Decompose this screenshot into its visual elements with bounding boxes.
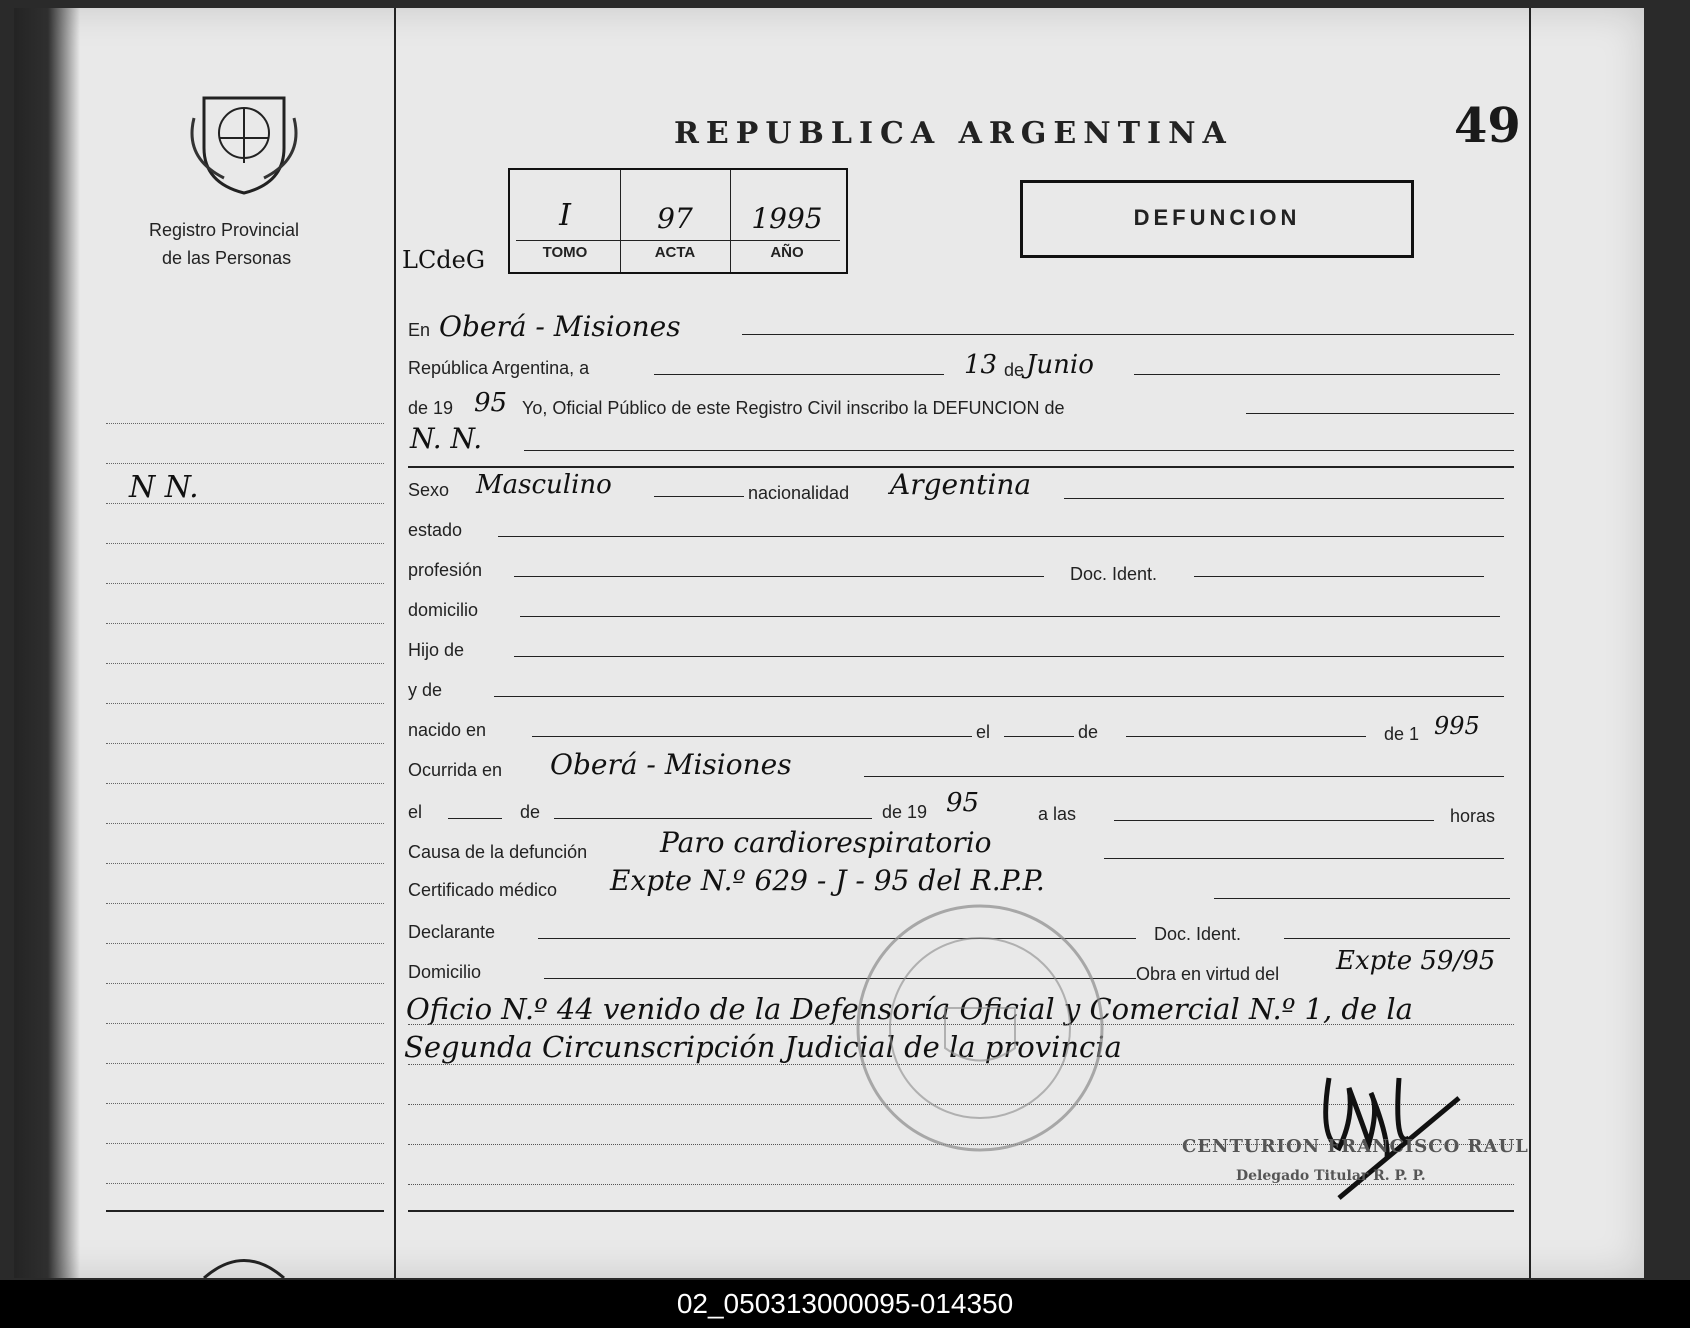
anio-label: AÑO bbox=[770, 244, 804, 261]
page-number: 49 bbox=[1454, 98, 1521, 154]
field-line bbox=[1114, 820, 1434, 821]
field-line bbox=[864, 776, 1504, 777]
profesion-label: profesión bbox=[408, 560, 483, 580]
acta-value: 97 bbox=[657, 202, 693, 235]
stub-line bbox=[106, 1143, 384, 1144]
stub-line bbox=[106, 583, 384, 584]
stub-line bbox=[106, 823, 384, 824]
yde-label: y de bbox=[408, 680, 443, 700]
field-line bbox=[514, 576, 1044, 577]
field-line bbox=[514, 656, 1504, 657]
field-line bbox=[1284, 938, 1510, 939]
obra-label: Obra en virtud del bbox=[1136, 964, 1280, 984]
ocurrida-year-value: 95 bbox=[946, 788, 980, 818]
field-line bbox=[554, 818, 872, 819]
field-line bbox=[1246, 413, 1514, 414]
field-line bbox=[1064, 498, 1504, 499]
certificado-label: Certificado médico bbox=[408, 880, 558, 900]
stub-line bbox=[106, 943, 384, 944]
stub-line bbox=[106, 463, 384, 464]
year-value: 95 bbox=[474, 388, 508, 418]
official-stamp-icon bbox=[850, 898, 1110, 1158]
estado-label: estado bbox=[408, 520, 463, 540]
ocurrida-de19-label: de 19 bbox=[882, 802, 928, 822]
sexo-value: Masculino bbox=[476, 470, 612, 500]
nacionalidad-label: nacionalidad bbox=[748, 483, 850, 503]
stub-line bbox=[106, 743, 384, 744]
causa-value: Paro cardiorespiratorio bbox=[660, 826, 992, 859]
field-line bbox=[494, 696, 1504, 697]
registration-box bbox=[508, 168, 848, 274]
field-line bbox=[520, 616, 1500, 617]
bottom-rule bbox=[408, 1210, 1514, 1212]
signatory-name: CENTURION FRANCISCO RAUL bbox=[1182, 1136, 1529, 1157]
doc-ident-label: Doc. Ident. bbox=[1070, 564, 1158, 584]
de-label: de bbox=[1004, 360, 1025, 380]
nacido-de1-label: de 1 bbox=[1384, 724, 1420, 744]
obra-value: Expte 59/95 bbox=[1336, 946, 1496, 976]
stub-line bbox=[106, 1103, 384, 1104]
stub-bottom-rule bbox=[106, 1210, 384, 1212]
stub-line bbox=[106, 703, 384, 704]
nacido-de-label: de bbox=[1078, 722, 1099, 742]
stub-line bbox=[106, 783, 384, 784]
nacido-label: nacido en bbox=[408, 720, 487, 740]
field-line bbox=[448, 818, 502, 819]
stub-line bbox=[106, 423, 384, 424]
field-line bbox=[1214, 898, 1510, 899]
stub-column bbox=[14, 8, 396, 1278]
horas-label: horas bbox=[1450, 806, 1496, 826]
name-value: N. N. bbox=[410, 422, 483, 455]
stub-line bbox=[106, 623, 384, 624]
registry-name-line1: Registro Provincial bbox=[149, 220, 300, 240]
field-line bbox=[1004, 736, 1074, 737]
field-line bbox=[1194, 576, 1484, 577]
stub-divider bbox=[394, 8, 396, 1278]
alas-label: a las bbox=[1038, 804, 1077, 824]
field-line bbox=[524, 450, 1514, 451]
nacido-year-value: 995 bbox=[1434, 712, 1480, 740]
stub-line bbox=[106, 983, 384, 984]
en-value: Oberá - Misiones bbox=[439, 310, 681, 343]
month-value: Junio bbox=[1026, 350, 1094, 380]
stub-line bbox=[106, 503, 384, 504]
stub-line bbox=[106, 1183, 384, 1184]
tomo-value: I bbox=[559, 198, 571, 233]
signature-icon bbox=[1309, 1058, 1469, 1208]
acta-label: ACTA bbox=[654, 244, 696, 261]
stub-margin-name: N N. bbox=[129, 470, 199, 505]
country-heading: REPUBLICA ARGENTINA bbox=[674, 116, 1233, 151]
en-label: En bbox=[408, 320, 431, 340]
field-line bbox=[1134, 374, 1500, 375]
de19-label: de 19 bbox=[408, 398, 454, 418]
field-line bbox=[1104, 858, 1504, 859]
right-margin-rule bbox=[1529, 8, 1531, 1278]
field-line bbox=[654, 496, 744, 497]
file-id: 02_050313000095-014350 bbox=[676, 1288, 1014, 1319]
record-type-box bbox=[1020, 180, 1414, 258]
registry-seal-icon bbox=[184, 78, 304, 198]
observations-line-2: Segunda Circunscripción Judicial de la provincia bbox=[404, 1030, 1122, 1064]
yo-text: Yo, Oficial Público de este Registro Civil inscribo la DEFUNCION de bbox=[522, 398, 1065, 418]
certificado-value: Expte N.º 629 - J - 95 del R.P.P. bbox=[610, 864, 1045, 897]
registry-name-line2: de las Personas bbox=[162, 248, 292, 268]
stub-seal-icon bbox=[199, 1248, 289, 1278]
stub-line bbox=[106, 863, 384, 864]
declarante-label: Declarante bbox=[408, 922, 496, 942]
stub-line bbox=[106, 1063, 384, 1064]
stub-line bbox=[106, 663, 384, 664]
causa-label: Causa de la defunción bbox=[408, 842, 588, 862]
field-line bbox=[1126, 736, 1366, 737]
field-line bbox=[532, 736, 972, 737]
tomo-label: TOMO bbox=[542, 244, 588, 261]
stub-line bbox=[106, 903, 384, 904]
domicilio-label: domicilio bbox=[408, 600, 479, 620]
republica-label: República Argentina, a bbox=[408, 358, 590, 378]
nacionalidad-value: Argentina bbox=[890, 468, 1032, 501]
record-type: DEFUNCION bbox=[1133, 205, 1301, 230]
file-id-bar bbox=[0, 1280, 1690, 1328]
book-code: LCdeG bbox=[402, 246, 486, 274]
ocurrida-label: Ocurrida en bbox=[408, 760, 503, 780]
ocurrida-value: Oberá - Misiones bbox=[550, 748, 792, 781]
day-value: 13 bbox=[964, 350, 998, 380]
stub-line bbox=[106, 1023, 384, 1024]
stub-line bbox=[106, 543, 384, 544]
field-line bbox=[742, 334, 1514, 335]
ocurrida-de-label: de bbox=[520, 802, 541, 822]
field-line bbox=[654, 374, 944, 375]
domicilio2-label: Domicilio bbox=[408, 962, 482, 982]
signatory-title: Delegado Titular R. P. P. bbox=[1236, 1168, 1426, 1184]
ocurrida-el-label: el bbox=[408, 802, 423, 822]
anio-value: 1995 bbox=[751, 202, 823, 235]
doc-ident-label-2: Doc. Ident. bbox=[1154, 924, 1242, 944]
certificate-page bbox=[14, 8, 1644, 1278]
nacido-el-label: el bbox=[976, 722, 991, 742]
observations-line-1: Oficio N.º 44 venido de la Defensoría Oficial y Comercial N.º 1, de la bbox=[406, 992, 1413, 1026]
field-line bbox=[498, 536, 1504, 537]
hijo-label: Hijo de bbox=[408, 640, 465, 660]
sexo-label: Sexo bbox=[408, 480, 450, 500]
